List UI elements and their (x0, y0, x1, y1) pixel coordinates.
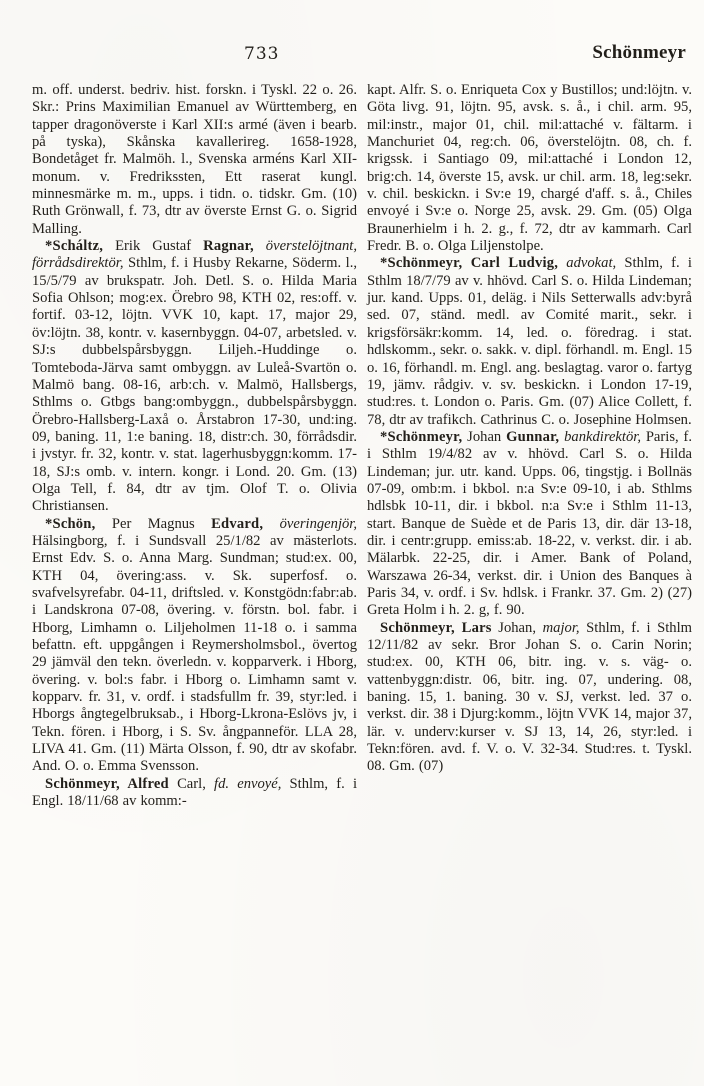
entry-name-bold: *Schönmeyr, (380, 428, 463, 445)
entry-name-bold: *Scháltz, (45, 238, 104, 255)
entry-text: Johan (462, 428, 507, 445)
entry-paragraph (32, 776, 357, 811)
entry-text: Paris, f. i Sthlm 19/4/82 av v. hhövd. Carl S. o. Hilda Lindeman; jur. utr. kand. Upps. 06, tingstjg. i Bollnäs 07-09, omb:m. i bkbol. n:a Sv:e 09-10, i ab. Sthlms hdlsbk 10-11, dir. i bkbol. n:a Sv:e i Sthlm 11-13, start. Banque de Suède et de Paris 13, dir. där 13-18, dir. i centr:grupp. emiss:ab. 18-22, v. verkst. dir. i ab. Mälarbk. 22-25, dir. i Amer. Bank of Poland, Warszawa 26-34, verkst. dir. i Union des Banques à Paris 34, v. ordf. i Sv. hdlsk. i Frankr. 37. Gm. 2) (27) Greta Holm i h. 2. g, f. 90. (367, 428, 693, 619)
entry-text: Erik Gustaf (103, 238, 204, 255)
entry-title-italic: fd. envoyé, (214, 775, 282, 792)
entry-paragraph (367, 620, 692, 776)
entry-text: Sthlm, f. i Engl. 18/11/68 av komm:- (32, 775, 358, 810)
entry-name-bold: Schönmeyr, Lars (380, 619, 492, 636)
entry-text: Sthlm, f. i Sthlm 18/7/79 av v. hhövd. Carl S. o. Hilda Lindeman; jur. kand. Upps. 01, deläg. i Nils Setterwalls adv:byrå sed. 07, ständ. medl. av Comité marit., sekr. i krigsförsäkr:komm. 14, led. o. föredrag. i stat. hdlskomm., sekr. o. sakk. v. dipl. förhandl. m. Engl. 15 o. 16, förhandl. m. Engl. ang. beslagtag. varor o. fartyg 19, jämv. rådgiv. v. sv. beskickn. i London 17-19, stud:res. t. London o. Paris. Gm. (07) Alice Collett, f. 78, dtr av trafikch. Cathrinus C. o. Josephine Holmsen. (367, 255, 692, 428)
right-column (367, 82, 692, 810)
entry-paragraph (32, 516, 357, 776)
entry-paragraph (367, 429, 692, 620)
entry-name-bold: Edvard, (211, 515, 264, 532)
entry-title-italic: överstelöjtnant, förrådsdirektör, (32, 238, 357, 272)
entry-title-italic: bankdirektör, (559, 428, 641, 445)
entry-text: kapt. Alfr. S. o. Enriqueta Cox y Bustillos; und:löjtn. v. Göta livg. 91, löjtn. 95, avsk. s. å., i chil. arm. 95, mil:instr., major 01, chil. mil:attaché v. fältarm. i Manchuriet 04, reg:ch. 06, överstelöjtn. 08, ch. f. krigssk. i Santiago 09, mil:attaché i London 12, brig:ch. 14, överste 15, avsk. ur chil. arm. 18, leg:sekr. v. chil. beskickn. i Sv:e 19, chargé d'aff. s. å., Chiles envoyé i Sv:e o. Norge 25, avsk. 29. Gm. (05) Olga Braunerhielm i h. 2. g., f. 72, dtr av kammarh. Carl Fredr. B. o. Olga Liljenstolpe. (367, 82, 692, 255)
left-column (32, 82, 357, 810)
entry-name-bold: Gunnar, (506, 428, 560, 445)
entry-continuation-paragraph (367, 82, 692, 255)
entry-text: Per Magnus (95, 515, 212, 532)
entry-name-bold: *Schön, (45, 515, 96, 532)
running-head: Schönmeyr (592, 42, 686, 63)
entry-title-italic: advokat, (558, 255, 617, 272)
page-number: 733 (244, 44, 280, 64)
entry-text: Hälsingborg, f. i Sundsvall 25/1/82 av mästerlots. Ernst Edv. S. o. Anna Marg. Sundman; stud:ex. 00, KTH 04, övering:ass. v. Sk. superfosf. o. svafvelsyrefabr. 04-11, driftsled. v. Konstgödn:fabr:ab. i Landskrona 07-08, övering. v. förstn. bol. fabr. i Hborg, Limhamn o. Liljeholmen 11-18 o. i samma befattn. eft. uppgången i Reymersholmsbol., övertog 29 jämväl den tekn. överledn. v. kopparverk. i Hborg, övering. v. bol:s fabr. i Hborg o. Limhamn samt v. kopparv. fr. 31, v. ordf. i stadsfullm fr. 39, styr:led. i Hborgs ångtegelbruksab., i Hborg-Lkrona-Eslövs jv, i Tekn. fören. i Hborg, i S. Sv. ångpanneför. LLA 28, LIVA 41. Gm. (11) Märta Olsson, f. 90, dtr av skofabr. And. O. o. Emma Svensson. (32, 532, 357, 775)
entry-paragraph (32, 238, 357, 516)
entry-text: m. off. underst. bedriv. hist. forskn. i Tyskl. 22 o. 26. Skr.: Prins Maximilian Emanuel av Württemberg, en tapper dragonöverste i Karl XII:s armé (även i bearb. på tyska), Skånska kavallerireg. 1658-1928, Bondetåget fr. Malmöh. l., Svenska arméns Karl XII-monum. v. Fredrikssten, Ett raserat kungl. minnesmärke m. m., upps. i tidn. o. tidskr. Gm. (10) Ruth Grönwall, f. 73, dtr av överste Ernst G. o. Sigrid Malling. (32, 82, 357, 237)
entry-paragraph (367, 255, 692, 428)
text-columns (32, 82, 692, 810)
entry-text: Carl, (168, 775, 215, 792)
entry-name-bold: Ragnar, (203, 238, 254, 255)
entry-title-italic: major, (542, 619, 580, 636)
page-header (32, 44, 702, 68)
entry-text: Sthlm, f. i Husby Rekarne, Söderm. l., 15/5/79 av brukspatr. Joh. Detl. S. o. Hilda Maria Sofia Ohlson; mog:ex. Örebro 98, KTH 02, res:off. v. fortif. 03-12, löjtn. VVK 10, kapt. 17, major 29, öv:löjtn. 38, kontr. v. kasernbyggn. 04-07, arbetsled. v. SJ:s dubbelspårsbyggn. Liljeh.-Huddinge o. Tomteboda-Järva samt ombyggn. av Luleå-Svartön o. Malmö bang. 08-16, arb:ch. v. Malmö, Hallsbergs, Sthlms o. Gtbgs bang:ombyggn., dubbelspårsbyggn. Örebro-Hallsberg-Laxå o. Årstabron 17-30, und:ing. 09, baning. 11, 1:e baning. 18, distr:ch. 30, förrådsdir. i jvstyr. fr. 32, kontr. v. stat. lagerhusbyggn:komm. 17-18, SJ:s omb. v. intern. kongr. i Lond. 20. Gm. (13) Olga Tell, f. 84, dtr av tjm. Olof T. o. Olivia Christiansen. (32, 255, 357, 515)
entry-name-bold: *Schönmeyr, Carl Ludvig, (380, 255, 559, 272)
entry-text: Johan, (491, 619, 543, 636)
entry-text: Sthlm, f. i Sthlm 12/11/82 av sekr. Bror Johan S. o. Carin Norin; stud:ex. 00, KTH 06, bitr. ing. v. s. väg- o. vattenbyggn:distr. 06, bitr. ing. 07, undering. 08, baning. 15, 1. baning. 30 v. SJ, verkst. led. 37 o. verkst. dir. 38 i Djurg:komm., löjtn VVK 14, major 37, lär. v. underv:kurser v. SJ 13, 14, 26, styr:led. i Tekn:fören. avd. f. V. o. V. 32-34. Stud:res. t. Tyskl. 08. Gm. (07) (367, 619, 693, 775)
entry-continuation-paragraph (32, 82, 357, 238)
entry-name-bold: Schönmeyr, Alfred (45, 775, 169, 792)
entry-title-italic: överingenjör, (263, 515, 358, 532)
